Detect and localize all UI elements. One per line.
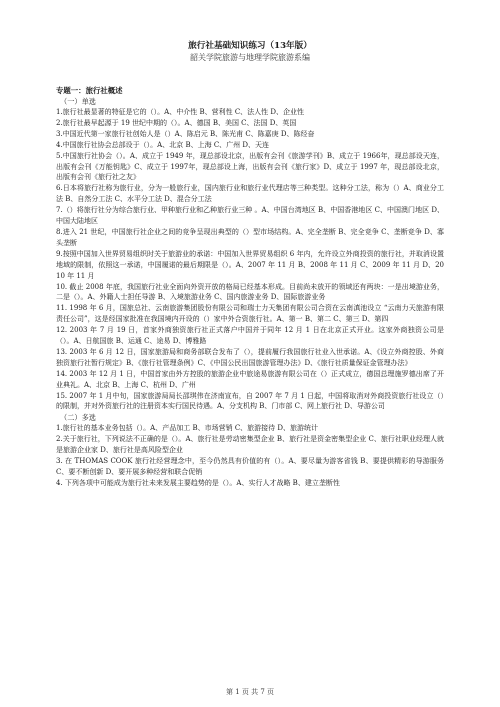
question-item: 10. 截止 2008 年底，我国旅行社业全面向外资开放的格局已经基本形成。目前尚未放开的领域还有两块：一是出境游业务，二是（）。A、外籍人士担任导游 B、入境旅游业务 C、国内旅游业务 D、国际旅游业务	[56, 282, 444, 302]
question-item: 9.按照中国加入世界贸易组织时关于旅游业的承诺：中国加入世界贸易组织 6 年内，允许设立外商投资的旅行社，并取消设置地域的限制，依照这一承诺，中国履诺的最后期限是（）。A、2007 年 11 月 B、2008 年 11 月 C、2009 年 11 月 D、2010 年 11 月	[56, 249, 444, 280]
question-item: 3. 在 THOMAS COOK 旅行社经营理念中，至今仍然具有价值的有（）。A、要尽量为游客省钱 B、要提供精彩的导游服务 C、要不断创新 D、要开展多种经营和联合促销	[56, 457, 444, 476]
question-item: 13. 2003 年 6 月 12 日，国家旅游局和商务部联合发布了（），提前履行我国旅行社业入世承诺。A、《设立外商控股、外商独资旅行社暂行规定》B、《旅行社管理条例》C、《中国公民出国旅游管理办法》D、《旅行社质量保证金管理办法》	[56, 347, 444, 367]
question-item: 11. 1998 年 6 月，国旅总社、云南旅游集团股份有限公司和瑞士力天集团有限公司合资在云南滇池设立 “云南力天旅游有限责任公司”，这是经国家批准在我国境内开设的（）家中外合资旅行社。A、第一 B、第二 C、第三 D、第四	[56, 304, 444, 324]
section-title: 专题一：旅行社概述	[56, 86, 123, 95]
question-item: 1.旅行社的基本业务包括（）。A、产品加工 B、市场营销 C、旅游接待 D、旅游统计	[56, 424, 319, 433]
question-item: 5.中国旅行社协会（）。A、成立于 1949 年，现总部设北京，出版有会刊《旅游学刊》B、成立于 1966年，现总部设天连，出版有会刊《万能钥匙》C、成立于 1997年，现总部设上海，出版有会刊《旅行家》D、成立于 1997 年，现总部设北京，出版有会刊《旅行社之友》	[56, 151, 444, 182]
multi-choice-heading: （二）多选	[60, 413, 96, 423]
page-footer: 第 1 页 共 7 页	[225, 688, 275, 696]
question-item: 4. 下列各项中可能成为旅行社未来发展主要趋势的是（）。A、实行人才战略 B、建立垄断性	[56, 478, 340, 487]
single-choice-heading: （一）单选	[60, 97, 96, 106]
question-item: 8.进入 21 世纪，中国旅行社企业之间的竞争呈现出典型的（）型市场结构。A、完全垄断 B、完全竞争 C、垄断竞争 D、寡头垄断	[56, 227, 444, 247]
question-item: 12. 2003 年 7 月 19 日，首家外商独资旅行社正式落户中国并于同年 12 月 1 日在北京正式开业。这家外商独资公司是（）。A、日航国旅 B、运通 C、途易 D、博雅路	[56, 326, 444, 346]
question-item: 14. 2003 年 12 月 1 日，中国首家由外方控股的旅游企业中旅途易旅游有限公司在（）正式成立，德国总理施罗德出席了开业典礼。A、北京 B、上海 C、杭州 D、广州	[56, 369, 444, 389]
document-title: 旅行社基础知识练习（13年版）	[188, 41, 312, 51]
question-item: 3.中国近代第一家旅行社创始人是（）A、陈启元 B、陈光甫 C、陈嘉庚 D、陈经奋	[56, 129, 315, 138]
question-item: 15. 2007 年 1 月中旬，国家旅游局局长邵琪伟在济南宣布，自 2007 年 7 月 1 日起，中国将取消对外商投资旅行社设立（）的限制，并对外资旅行社的注册资本实行国民待遇。A、分支机构 B、门市部 C、网上旅行社 D、导游公司	[56, 391, 444, 411]
question-item: 6.日本将旅行社称为旅行业，分为一般旅行业，国内旅行业和旅行业代理店等三种类型。这种分工法，称为（）A、商业分工法 B、自然分工法 C、水平分工法 D、混合分工法	[56, 184, 444, 204]
question-item: 7.（）将旅行社分为综合旅行业、甲种旅行业和乙种旅行业三种 。A、中国台湾地区 B、中国香港地区 C、中国澳门地区 D、中国大陆地区	[56, 206, 444, 226]
document-subtitle: 韶关学院旅游与地理学院旅游系编	[190, 53, 310, 62]
question-item: 2.关于旅行社，下列说法不正确的是（）。A、旅行社是劳动密集型企业 B、旅行社是资金密集型企业 C、旅行社职业经理人就是旅游企业家 D、旅行社是高风险型企业	[56, 435, 444, 455]
question-item: 4.中国旅行社协会总部设于（）。A、北京 B、上海 C、广州 D、天连	[56, 140, 270, 149]
multi-choice-list	[56, 423, 444, 488]
single-choice-list	[56, 107, 444, 412]
question-item: 1.旅行社最显著的特征是它的（）。A、中介性 B、营利性 C、法人性 D、企业性	[56, 108, 305, 116]
question-item: 2.旅行社最早起源于 19 世纪中期的（）。A、德国 B、美国 C、法国 D、英国	[56, 118, 297, 127]
